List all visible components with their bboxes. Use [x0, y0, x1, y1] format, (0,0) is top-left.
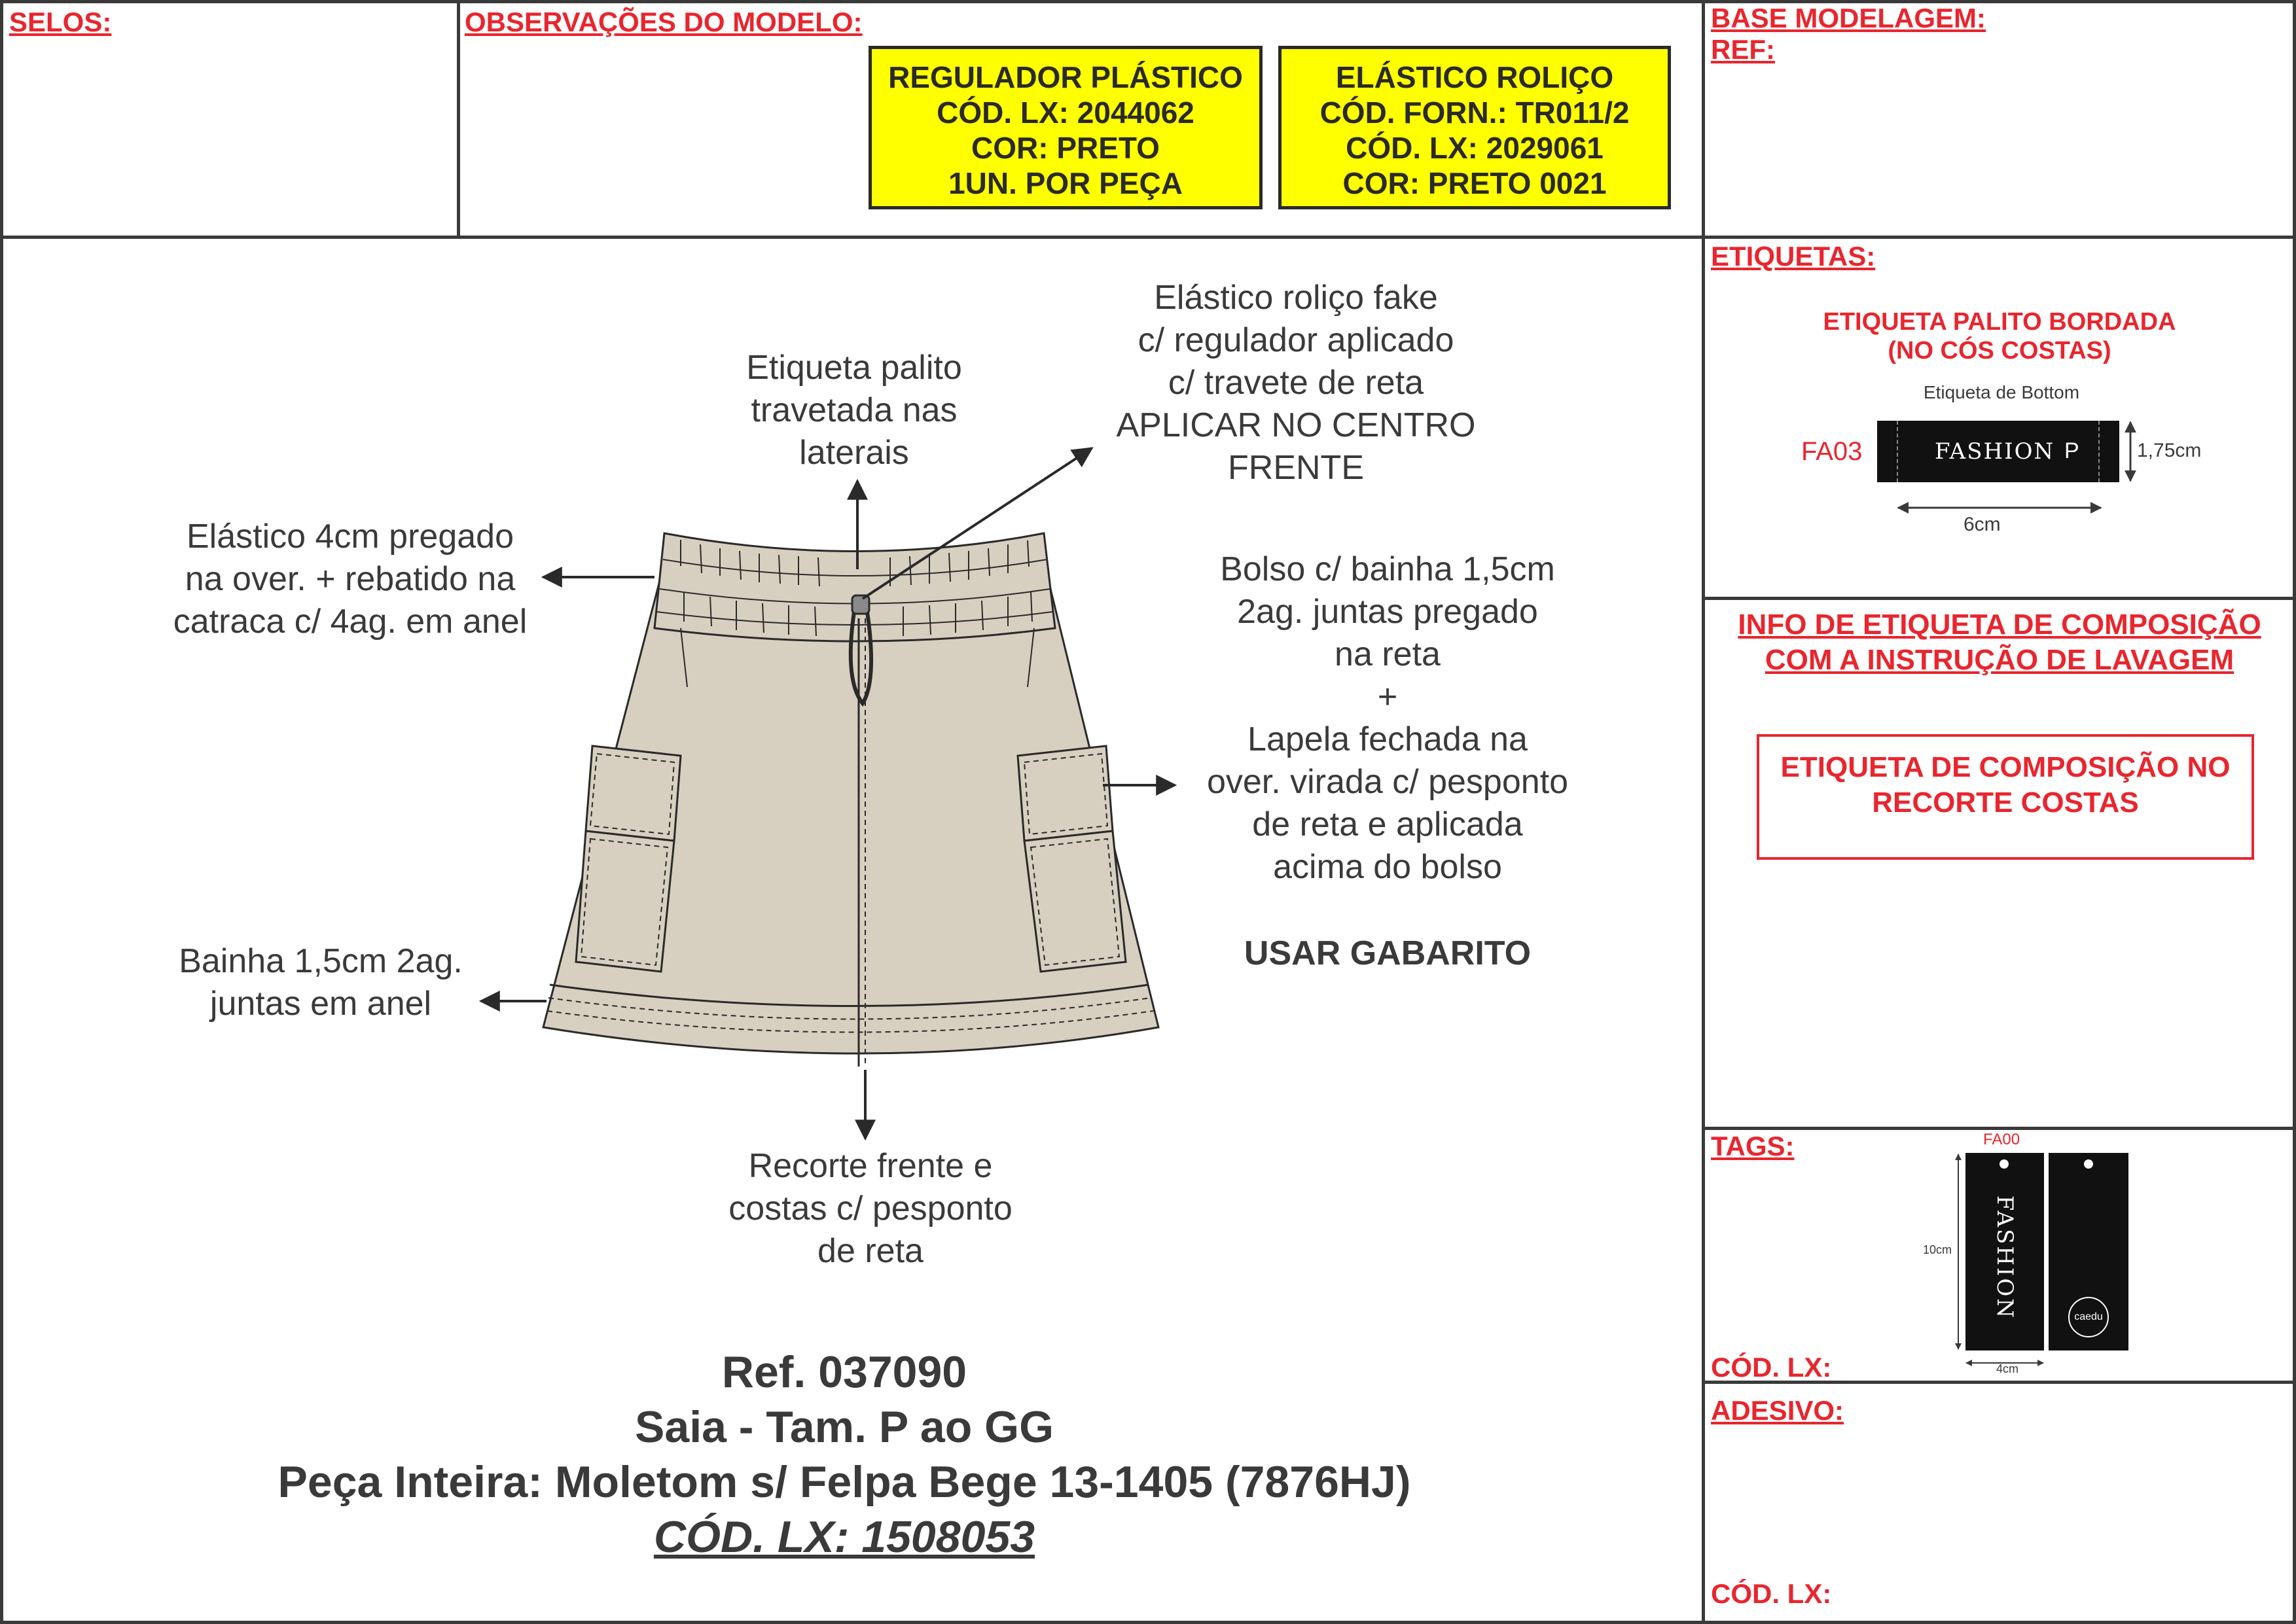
observacoes-label: OBSERVAÇÕES DO MODELO: — [465, 7, 863, 37]
note-etiqueta-palito: Etiqueta palito travetada nas laterais — [746, 349, 962, 472]
selos-label: SELOS: — [9, 7, 112, 37]
palito-size: P — [2064, 438, 2079, 463]
tags-label: TAGS: — [1711, 1131, 1795, 1161]
palito-width: 6cm — [1964, 514, 2001, 535]
note-recorte: Recorte frente e costas c/ pesponto de reta — [728, 1147, 1013, 1270]
info-title: INFO DE ETIQUETA DE COMPOSIÇÃO COM A INSTRUÇÃO DE LAVAGEM — [1738, 609, 2261, 676]
material-line: 1UN. POR PEÇA — [948, 166, 1183, 200]
note-elastico-4cm: Elástico 4cm pregado na over. + rebatido na catraca c/ 4ag. em anel — [173, 518, 528, 641]
footer-product: Saia - Tam. P ao GG — [635, 1402, 1054, 1452]
ref-label: REF: — [1711, 34, 1775, 65]
tag-height: 10cm — [1923, 1243, 1952, 1256]
palito-code: FA03 — [1801, 437, 1863, 466]
note-elastico-fake: Elástico roliço fake c/ regulador aplicado c/ travete de reta APLICAR NO CENTRO FRENTE — [1116, 279, 1476, 487]
adesivo-label: ADESIVO: — [1711, 1395, 1844, 1426]
etiquetas-label: ETIQUETAS: — [1711, 241, 1876, 272]
tag-logo: caedu — [2068, 1297, 2109, 1337]
pocket-left-flap — [586, 746, 681, 841]
palito-caption: Etiqueta de Bottom — [1923, 382, 2080, 402]
tag-width: 4cm — [1996, 1362, 2019, 1375]
material-line: CÓD. LX: 2044062 — [937, 96, 1194, 130]
palito-title: ETIQUETA PALITO BORDADA (NO CÓS COSTAS) — [1823, 308, 2176, 364]
composicao-box: ETIQUETA DE COMPOSIÇÃO NO RECORTE COSTAS — [1757, 734, 2254, 860]
note-bolso: Bolso c/ bainha 1,5cm 2ag. juntas pregado na reta + Lapela fechada na over. virada c/ pesponto de reta e aplicada acima do bolso — [1206, 550, 1569, 886]
tags-cod-label: CÓD. LX: — [1711, 1352, 1832, 1383]
note-usar-gabarito: USAR GABARITO — [1244, 934, 1532, 972]
material-line: CÓD. LX: 2029061 — [1346, 131, 1604, 165]
material-line: CÓD. FORN.: TR011/2 — [1319, 96, 1630, 130]
sidebar-divider-etiquetas — [1702, 597, 2296, 600]
material-line: COR: PRETO — [971, 131, 1160, 165]
material-line: REGULADOR PLÁSTICO — [888, 60, 1243, 94]
tag-hole — [2084, 1159, 2093, 1169]
footer-cod: CÓD. LX: 1508053 — [653, 1512, 1035, 1562]
palito-brand: FASHION — [1935, 438, 2055, 465]
palito-dimensions — [1872, 406, 2147, 537]
tag-brand: FASHION — [1992, 1195, 2018, 1320]
footer-ref: Ref. 037090 — [721, 1347, 967, 1397]
tag-code: FA00 — [1983, 1131, 2020, 1148]
note-bainha: Bainha 1,5cm 2ag. juntas em anel — [179, 942, 463, 1023]
sidebar-divider-tags — [1702, 1127, 2296, 1130]
palito-height: 1,75cm — [2137, 440, 2202, 461]
material-line: COR: PRETO 0021 — [1342, 166, 1607, 200]
material-line: ELÁSTICO ROLIÇO — [1335, 60, 1614, 94]
base-modelagem-label: BASE MODELAGEM: — [1711, 3, 1986, 33]
footer-fabric: Peça Inteira: Moletom s/ Felpa Bege 13-1405 (7876HJ) — [278, 1457, 1411, 1507]
tag-dimensions — [1918, 1145, 2062, 1381]
pocket-right — [1024, 831, 1126, 972]
adesivo-cod-label: CÓD. LX: — [1711, 1578, 1832, 1609]
pocket-left — [576, 831, 674, 972]
